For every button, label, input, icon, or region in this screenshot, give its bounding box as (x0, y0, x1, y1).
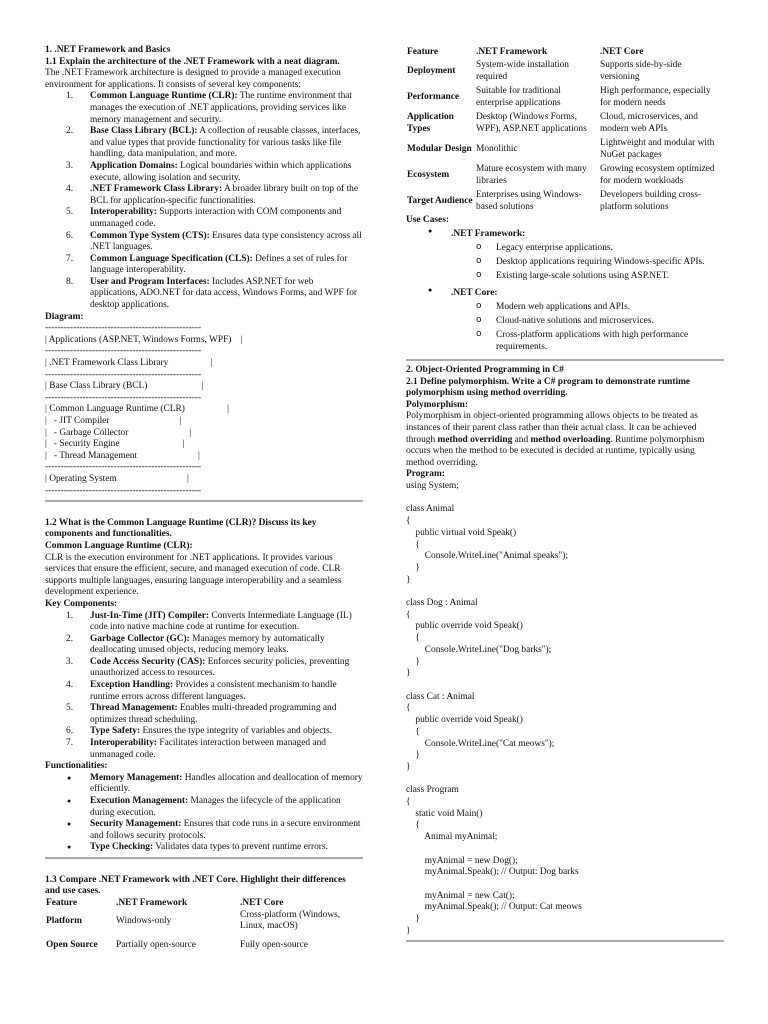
list-item: o Existing large-scale solutions using ASP.NET. (406, 271, 724, 285)
table-cell: Lightweight and modular with NuGet packages (600, 138, 715, 160)
comparison-table-part-2 (406, 47, 724, 215)
list-item: 1. Just-In-Time (JIT) Compiler: Converts Intermediate Language (IL) code into native machine code at runtime for execution. (66, 610, 352, 633)
list-item: 4. .NET Framework Class Library: A broader library built on top of the BCL for application-specific functionalities. (66, 184, 359, 206)
use-case-group: ● .NET Framework: (406, 226, 724, 243)
comparison-table-part-1 (45, 898, 363, 958)
divider (45, 857, 363, 859)
list-item: ● Execution Management: Manages the lifecycle of the application during execution. (45, 796, 363, 819)
list-item: 8. User and Program Interfaces: Includes ASP.NET for web applications, ADO.NET for data access, Windows Forms, and WPF for desktop applications. (66, 276, 358, 311)
list-item: o Cloud-native solutions and microservices. (406, 316, 724, 330)
table-header-cell: .NET Core (600, 47, 644, 57)
list-item: ● Memory Management: Handles allocation and deallocation of memory efficiently. (45, 773, 363, 796)
table-cell: Modular Design (407, 143, 472, 154)
clr-components-list (45, 611, 363, 762)
use-cases (406, 226, 724, 356)
table-header-cell: .NET Framework (476, 47, 548, 57)
table-cell: Developers building cross-platform solutions (600, 190, 702, 212)
list-item: 6. Type Safety: Ensures the type integrity of variables and objects. (66, 726, 332, 737)
table-row (406, 189, 724, 215)
question-1-3: 1.3 Compare .NET Framework with .NET Core. Highlight their differences and use cases. (45, 874, 346, 897)
table-cell: Platform (46, 915, 82, 926)
key-components-label: Key Components: (45, 598, 118, 609)
section-2-title: 2. Object-Oriented Programming in C# (406, 365, 564, 376)
question-1-2: 1.2 What is the Common Language Runtime (CLR)? Discuss its key components and functionalities. (45, 517, 317, 540)
table-header-cell: .NET Framework (116, 897, 188, 908)
list-item: 3. Code Access Security (CAS): Enforces security policies, preventing unauthorized access to resources. (66, 656, 350, 679)
program-label: Program: (406, 469, 445, 480)
section-1-title: 1. .NET Framework and Basics (45, 45, 171, 55)
table-row (406, 137, 724, 163)
table-cell: Supports side-by-side versioning (600, 60, 682, 82)
functionalities-label: Functionalities: (45, 761, 108, 772)
table-cell: System-wide installation required (476, 60, 569, 82)
table-header-cell: Feature (407, 47, 439, 57)
table-row (45, 933, 363, 957)
table-cell: Partially open-source (116, 939, 196, 950)
clr-heading: Common Language Runtime (CLR): (45, 540, 193, 551)
code-listing: using System; class Animal { public virtual void Speak() { Console.WriteLine("Animal speaks"); } } class Dog : Animal { public override void Speak() { Console.WriteLine("Dog barks"); } } class Cat : Animal { public override void Speak() { Console.WriteLine("Cat meows"); } } class Program { static void Main() { Animal myAnimal; myAnimal = new Dog(); myAnimal.Speak(); // Output: Dog barks myAnimal = new Cat(); myAnimal.Speak(); // Output: Cat meows } } (406, 481, 582, 936)
right-column (406, 47, 724, 946)
use-case-group: ● .NET Core: (406, 285, 724, 302)
list-item: 7. Interoperability: Facilitates interaction between managed and unmanaged code. (66, 738, 326, 760)
diagram-label: Diagram: (45, 311, 84, 322)
list-item: 7. Common Language Specification (CLS): Defines a set of rules for language interoperability. (66, 253, 348, 276)
table-row (45, 909, 363, 933)
table-cell: Desktop (Windows Forms, WPF), ASP.NET applications (476, 112, 587, 134)
table-header-row (406, 47, 724, 59)
list-item: 6. Common Type System (CTS): Ensures data type consistency across all .NET languages. (66, 230, 362, 253)
table-row (406, 163, 724, 189)
list-item: o Cross-platform applications with high performance requirements. (406, 330, 724, 356)
table-cell: Open Source (46, 939, 98, 950)
question-2-1: 2.1 Define polymorphism. Write a C# program to demonstrate runtime polymorphism using method overriding. (406, 376, 691, 399)
list-item: o Legacy enterprise applications. (406, 243, 724, 257)
table-cell: Mature ecosystem with many libraries (476, 164, 587, 186)
left-column (45, 45, 363, 957)
table-cell: Performance (407, 91, 460, 102)
table-cell: Application Types (407, 112, 454, 134)
table-header-cell: .NET Core (240, 897, 284, 908)
functionalities-list (45, 773, 363, 854)
table-row (406, 111, 724, 137)
table-cell: High performance, especially for modern needs (600, 86, 711, 108)
table-cell: Cross-platform (Windows, Linux, macOS) (240, 909, 341, 932)
list-item: 2. Garbage Collector (GC): Manages memory by automatically deallocating unused objects, reducing memory leaks. (66, 633, 325, 656)
table-cell: Deployment (407, 65, 456, 76)
architecture-intro: The .NET Framework architecture is designed to provide a managed execution environment for applications. It consists of several key components: (45, 68, 341, 90)
table-cell: Suitable for traditional enterprise applications (476, 86, 561, 108)
list-item: 2. Base Class Library (BCL): A collection of reusable classes, interfaces, and value types that provide functionality for various tasks like file handling, data manipulation, and more. (66, 126, 361, 160)
table-cell: Target Audience (407, 195, 473, 206)
table-cell: Enterprises using Windows-based solutions (476, 190, 582, 212)
table-header-row (45, 898, 363, 910)
list-item: 4. Exception Handling: Provides a consistent mechanism to handle runtime errors across different languages. (66, 680, 337, 702)
table-header-cell: Feature (46, 897, 78, 908)
divider (406, 940, 724, 942)
list-item: o Modern web applications and APIs. (406, 302, 724, 316)
table-cell: Ecosystem (407, 169, 450, 180)
list-item: ● Type Checking: Validates data types to prevent runtime errors. (45, 842, 363, 854)
table-cell: Fully open-source (240, 939, 308, 950)
table-cell: Windows-only (116, 915, 172, 926)
list-item: o Desktop applications requiring Windows-specific APIs. (406, 257, 724, 271)
table-cell: Growing ecosystem optimized for modern workloads (600, 164, 715, 186)
architecture-list (45, 91, 363, 311)
list-item: 5. Thread Management: Enables multi-threaded programming and optimizes thread scheduling. (66, 703, 337, 725)
list-item: 1. Common Language Runtime (CLR): The runtime environment that manages the execution of .NET applications, providing services like memory management and security. (66, 91, 353, 125)
divider (406, 359, 724, 361)
architecture-diagram: -------------------------------------------------- | Applications (ASP.NET, Windows Forms, WPF) | -------------------------------------------------- | .NET Framework Class Library | -------------------------------------------------- | Base Class Library (BCL) | -------------------------------------------------- | Common Language Runtime (CLR) | | - JIT Compiler | | - Garbage Collector | | - Security Engine | | - Thread Management | -------------------------------------------------- | Operating System | -------------------------------------------------- (45, 323, 243, 496)
list-item: 5. Interoperability: Supports interaction with COM components and unmanaged code. (66, 207, 342, 229)
clr-intro: CLR is the execution environment for .NET applications. It provides various services that ensure the efficient, secure, and managed execution of code. CLR supports multiple languages, ensuring language interoperability and a seamless development experience. (45, 552, 342, 598)
table-row (406, 59, 724, 85)
list-item: 3. Application Domains: Logical boundaries within which applications execute, allowing isolation and security. (66, 160, 352, 183)
divider (45, 500, 363, 502)
list-item: ● Security Management: Ensures that code runs in a secure environment and follows security protocols. (45, 819, 363, 842)
table-row (406, 85, 724, 111)
table-cell: Monolithic (476, 143, 518, 154)
use-cases-label: Use Cases: (406, 214, 449, 225)
question-1-1: 1.1 Explain the architecture of the .NET Framework with a neat diagram. (45, 56, 340, 67)
polymorphism-label: Polymorphism: (406, 399, 468, 410)
polymorphism-definition: Polymorphism in object-oriented programming allows objects to be treated as instances of their parent class rather than their actual class. It can be achieved through method overriding and method overloading. Runtime polymorphism occurs when the method to be executed is decided at runtime, typically using method overriding. (406, 411, 705, 468)
table-cell: Cloud, microservices, and modern web APIs (600, 112, 698, 134)
